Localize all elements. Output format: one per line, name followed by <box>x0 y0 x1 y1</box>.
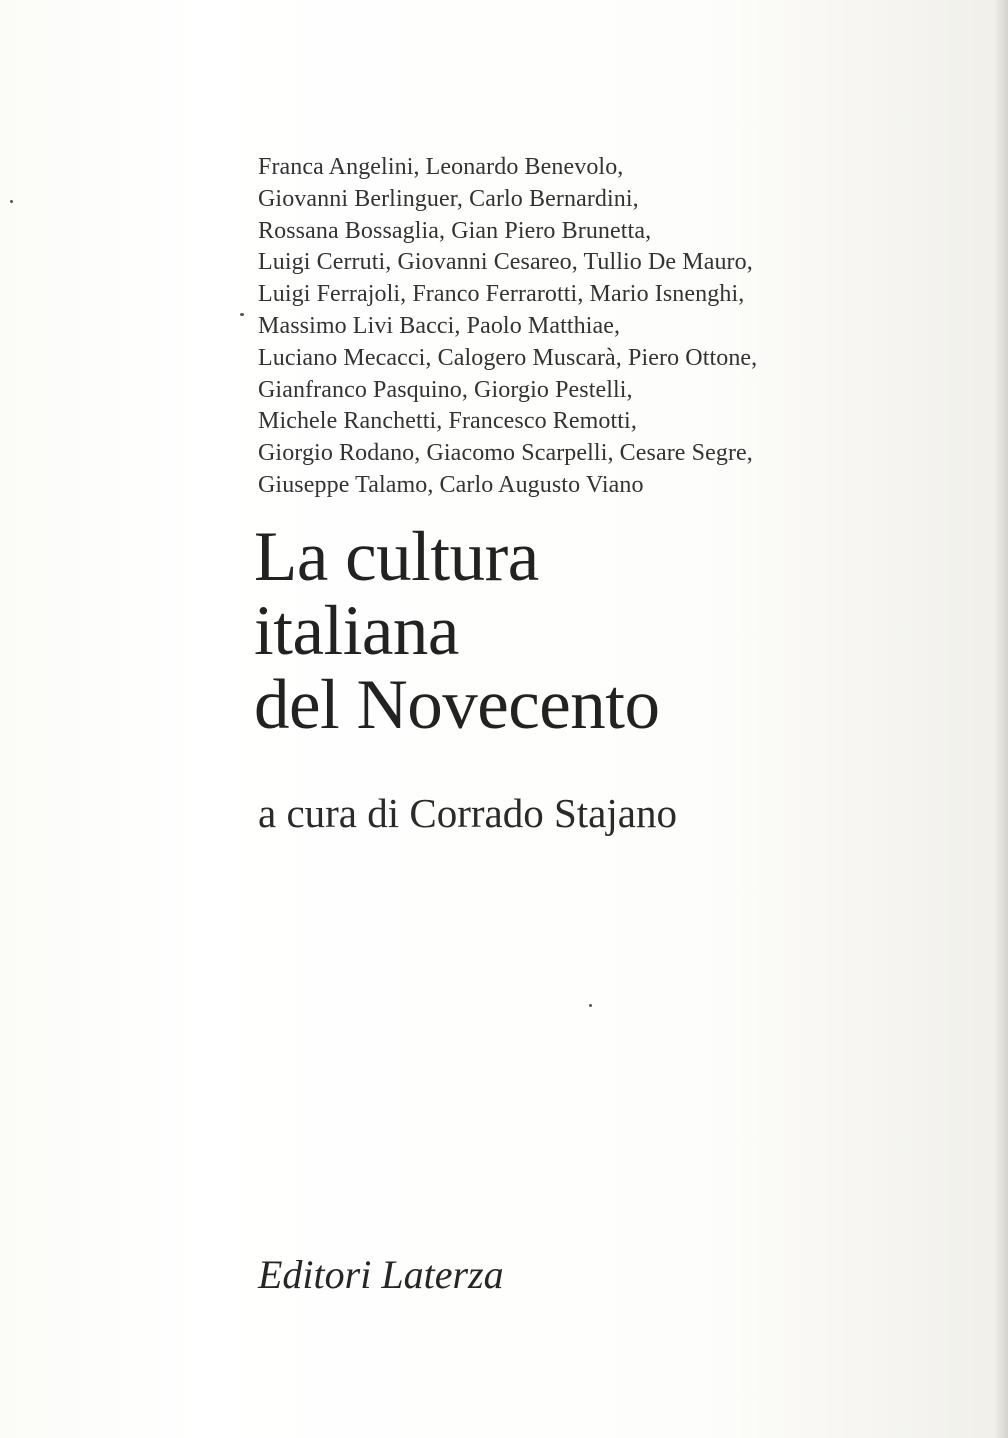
paper-speck <box>589 1004 592 1007</box>
author-line: Luciano Mecacci, Calogero Muscarà, Piero Ottone, <box>258 344 758 371</box>
author-line: Luigi Cerruti, Giovanni Cesareo, Tullio De Mauro, <box>258 249 753 276</box>
author-line: Giuseppe Talamo, Carlo Augusto Viano <box>258 471 644 498</box>
paper-speck <box>10 200 13 203</box>
author-line: Massimo Livi Bacci, Paolo Matthiae, <box>258 312 621 339</box>
author-line: Michele Ranchetti, Francesco Remotti, <box>258 408 637 435</box>
editor-credit: a cura di Corrado Stajano <box>258 790 677 836</box>
author-line: Giorgio Rodano, Giacomo Scarpelli, Cesare Segre, <box>258 440 753 467</box>
author-list <box>258 152 878 502</box>
book-title-line-3: del Novecento <box>254 666 660 744</box>
author-line: Gianfranco Pasquino, Giorgio Pestelli, <box>258 376 633 403</box>
publisher-name: Editori Laterza <box>258 1252 504 1297</box>
author-line: Giovanni Berlinguer, Carlo Bernardini, <box>258 185 639 212</box>
book-title-line-2: italiana <box>254 592 459 670</box>
book-title <box>254 520 954 742</box>
book-title-line-1: La cultura <box>254 518 539 596</box>
paper-speck <box>240 313 244 316</box>
page-edge-shadow <box>994 0 1008 1438</box>
author-line: Franca Angelini, Leonardo Benevolo, <box>258 154 624 180</box>
author-line: Rossana Bossaglia, Gian Piero Brunetta, <box>258 217 652 244</box>
author-line: Luigi Ferrajoli, Franco Ferrarotti, Mario Isnenghi, <box>258 281 745 308</box>
